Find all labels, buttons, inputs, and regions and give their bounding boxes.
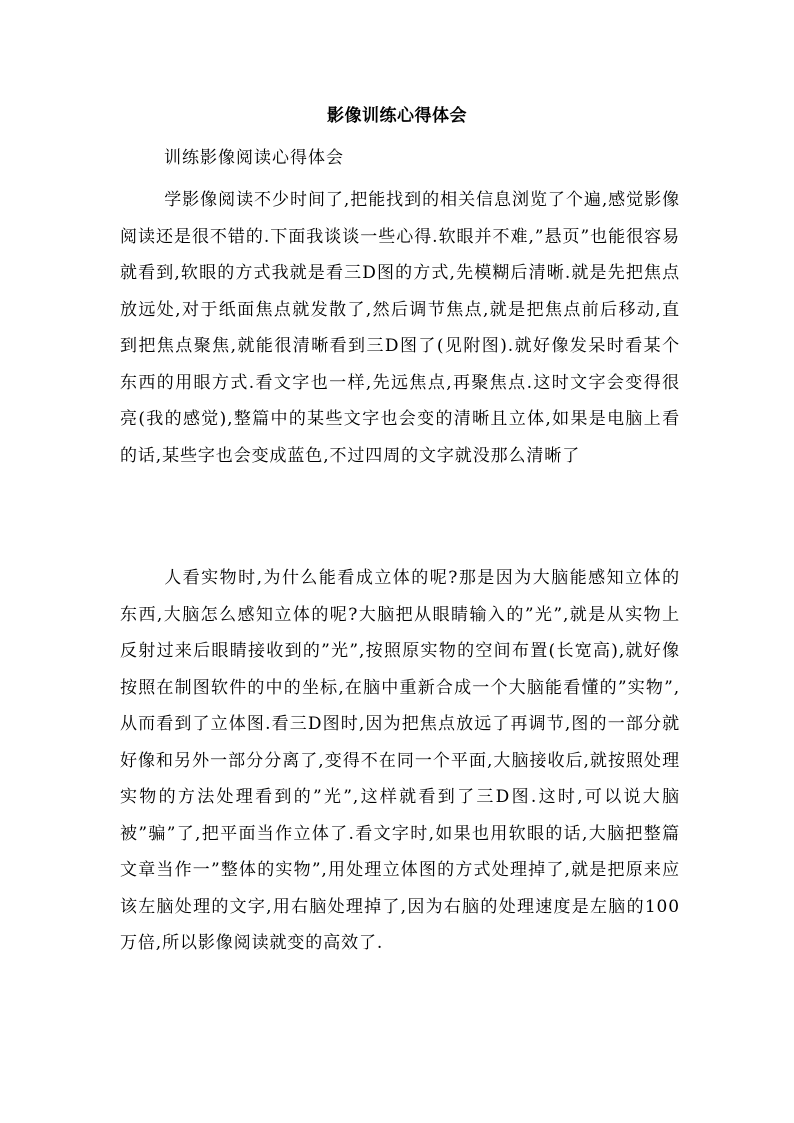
paragraph-2: 人看实物时,为什么能看成立体的呢?那是因为大脑能感知立体的东西,大脑怎么感知立体的呢?大脑把从眼睛输入的”光”,就是从实物上反射过来后眼睛接收到的”光”,按照原实物的空间布置(长宽高),就好像按照在制图软件的中的坐标,在脑中重新合成一个大脑能看懂的”实物”,从而看到了立体图.看三D图时,因为把焦点放远了再调节,图的一部分就好像和另外一部分分离了,变得不在同一个平面,大脑接收后,就按照处理实物的方法处理看到的”光”,这样就看到了三D图.这时,可以说大脑被”骗”了,把平面当作立体了.看文字时,如果也用软眼的话,大脑把整篇文章当作一”整体的实物”,用处理立体图的方式处理掉了,就是把原来应该左脑处理的文字,用右脑处理掉了,因为右脑的处理速度是左脑的100万倍,所以影像阅读就变的高效了. bbox=[120, 568, 680, 953]
document-subtitle: 训练影像阅读心得体会 bbox=[164, 148, 344, 168]
paragraph-1: 学影像阅读不少时间了,把能找到的相关信息浏览了个遍,感觉影像阅读还是很不错的.下面我谈谈一些心得.软眼并不难,”悬页”也能很容易就看到,软眼的方式我就是看三D图的方式,先模糊后清晰.就是先把焦点放远处,对于纸面焦点就发散了,然后调节焦点,就是把焦点前后移动,直到把焦点聚焦,就能很清晰看到三D图了(见附图).就好像发呆时看某个东西的用眼方式.看文字也一样,先远焦点,再聚焦点.这时文字会变得很亮(我的感觉),整篇中的某些文字也会变的清晰且立体,如果是电脑上看的话,某些字也会变成蓝色,不过四周的文字就没那么清晰了 bbox=[120, 190, 680, 466]
document-title: 影像训练心得体会 bbox=[327, 106, 467, 126]
